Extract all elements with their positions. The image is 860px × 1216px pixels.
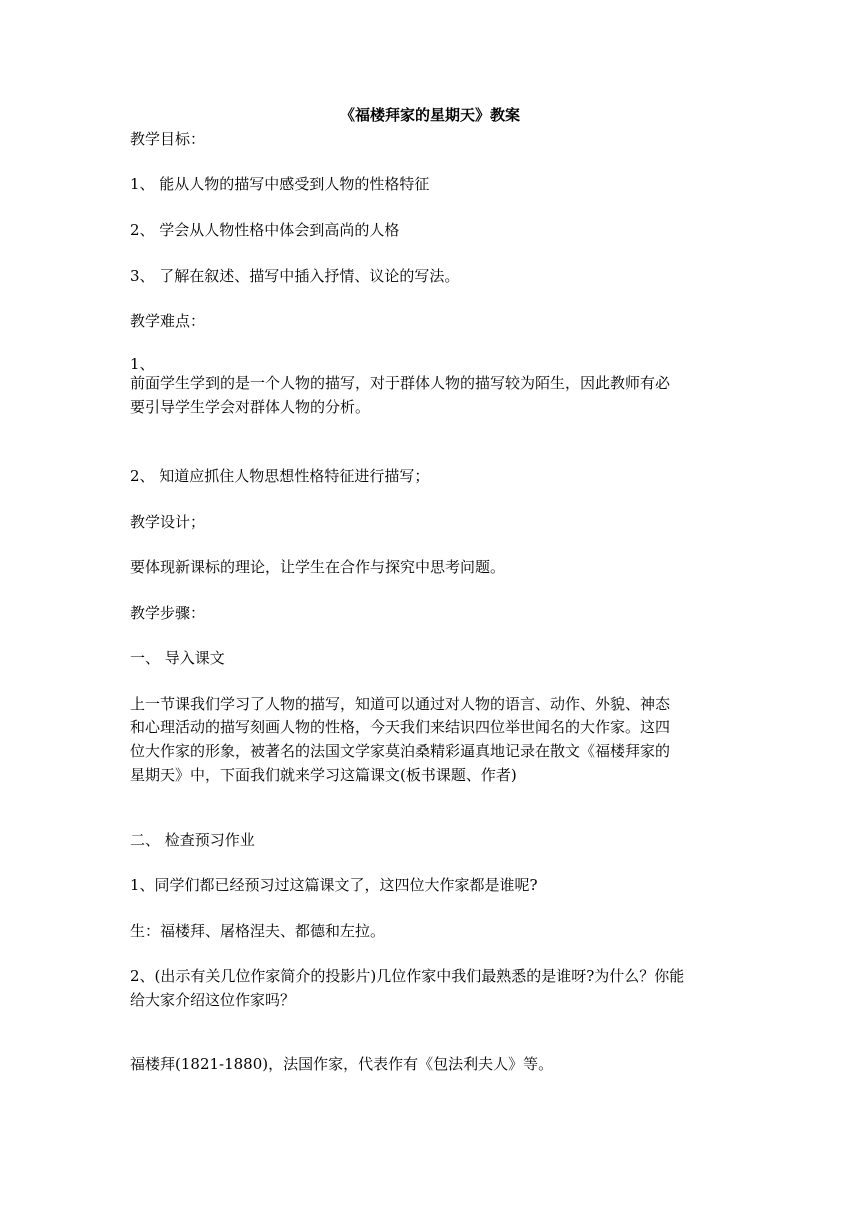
- objective-item-1: 1、 能从人物的描写中感受到人物的性格特征: [130, 175, 430, 193]
- design-text: 要体现新课标的理论，让学生在合作与探究中思考问题。: [130, 558, 506, 576]
- step-1-text-line-2: 和心理活动的描写刻画人物的性格，今天我们来结识四位举世闻名的大作家。这四: [130, 718, 671, 736]
- difficulty-item-1-line-1: 前面学生学到的是一个人物的描写，对于群体人物的描写较为陌生，因此教师有必: [130, 374, 671, 392]
- step-1-text-line-1: 上一节课我们学习了人物的描写，知道可以通过对人物的语言、动作、外貌、神态: [130, 695, 671, 713]
- objective-item-2: 2、 学会从人物性格中体会到高尚的人格: [130, 221, 400, 239]
- difficulty-item-1-number: 1、: [130, 355, 155, 373]
- document-title: 《福楼拜家的星期天》教案: [339, 106, 520, 124]
- section-heading-objectives: 教学目标：: [130, 130, 206, 148]
- section-heading-difficulties: 教学难点：: [130, 312, 206, 330]
- step-2-answer-1: 生：福楼拜、屠格涅夫、都德和左拉。: [130, 922, 386, 940]
- step-2-question-2-line-1: 2、(出示有关几位作家简介的投影片)几位作家中我们最熟悉的是谁呀?为什么？你能: [130, 967, 685, 985]
- step-2-heading: 二、 检查预习作业: [130, 831, 255, 849]
- section-heading-steps: 教学步骤：: [130, 604, 206, 622]
- objective-item-3: 3、 了解在叙述、描写中插入抒情、议论的写法。: [130, 267, 460, 285]
- difficulty-item-1-line-2: 要引导学生学会对群体人物的分析。: [130, 398, 371, 416]
- step-1-heading: 一、 导入课文: [130, 649, 225, 667]
- step-1-text-line-3: 位大作家的形象，被著名的法国文学家莫泊桑精彩逼真地记录在散文《福楼拜家的: [130, 742, 671, 760]
- step-2-question-1: 1、同学们都已经预习过这篇课文了，这四位大作家都是谁呢?: [130, 876, 538, 894]
- section-heading-design: 教学设计；: [130, 513, 206, 531]
- step-1-text-line-4: 星期天》中，下面我们就来学习这篇课文(板书课题、作者): [130, 766, 517, 784]
- difficulty-item-2: 2、 知道应抓住人物思想性格特征进行描写；: [130, 467, 430, 485]
- step-2-question-2-line-2: 给大家介绍这位作家吗？: [130, 991, 296, 1009]
- author-bio-flaubert: 福楼拜(1821-1880)，法国作家，代表作有《包法利夫人》等。: [130, 1055, 554, 1073]
